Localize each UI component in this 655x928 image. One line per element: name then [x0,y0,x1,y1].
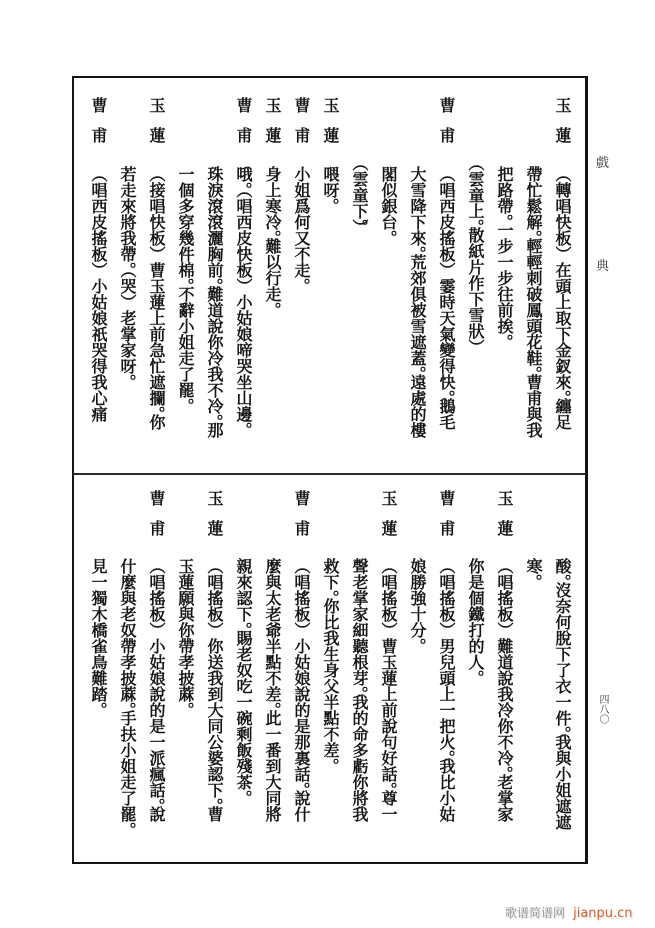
script-column [548,77,577,473]
dialogue-text: 閣似銀台。 [379,166,398,238]
watermark-domain: jianpu.cn [573,906,633,921]
punctuation-circle: 。 [379,782,398,790]
punctuation-circle: 。 [495,214,514,222]
speaker-name: 曹甫 [234,97,253,157]
dialogue-text: 聲老掌家細聽根芽。我的命多虧你將我 [350,558,369,822]
punctuation-circle: 。 [408,638,427,646]
punctuation-circle: 。 [466,670,485,678]
script-column [490,77,519,473]
speaker-name: 玉蓮 [263,97,282,157]
script-column [142,77,171,473]
punctuation-circle: 。 [524,366,543,374]
dialogue-text: （唱搖板）難道說我冷你不冷。老掌家 [495,558,514,822]
dialogue-text: （唱西皮搖板）霎時天氣變得快。鵝毛 [437,166,456,430]
script-column [461,77,490,473]
frame-bottom-rule [72,862,588,864]
punctuation-circle: 。 [437,390,456,398]
script-column [403,474,432,862]
speaker-name: 玉蓮 [495,490,514,550]
script-column [519,77,548,473]
script-column [519,474,548,862]
dialogue-text: （唱搖板）曹玉蓮上前說句好話。尊一 [379,558,398,822]
running-head-title-char: 戲 [596,156,610,171]
dialogue-text: 酸。沒奈何脫下了衣一件。我與小姐遮遮 [553,558,572,830]
dialogue-text: （唱搖板）小姑娘說的是一派瘋話。說 [147,558,166,822]
script-column [461,474,490,862]
dialogue-text: （接唱快板）曹玉蓮上前急忙遮攔。你 [147,166,166,430]
script-column [287,77,316,473]
punctuation-circle: 。 [234,422,253,430]
speaker-name: 曹甫 [292,490,311,550]
script-column [374,77,403,473]
punctuation-circle: 。 [408,366,427,374]
punctuation-circle: 。 [234,182,253,190]
punctuation-circle: 。 [524,230,543,238]
stage-direction: （雲童上。散紙片作下雪狀） [466,155,485,355]
speaker-name: 玉蓮 [147,97,166,157]
punctuation-circle: 。 [147,798,166,806]
dialogue-text: 帶忙鬆解。輕輕刺破鳳頭花鞋。曹甫與我 [524,166,543,438]
lower-section [84,474,577,862]
speaker-name: 玉蓮 [205,490,224,550]
dialogue-text: 大雪降下來。荒郊俱被雪遮蓋。遠處的樓 [408,166,427,438]
script-column [113,474,142,862]
punctuation-circle: 。 [524,574,543,582]
script-column [490,474,519,862]
speaker-name: 玉蓮 [379,490,398,550]
script-column [548,474,577,862]
script-column [200,77,229,473]
punctuation-circle: 。 [437,750,456,758]
script-column [403,77,432,473]
speaker-name: 玉蓮 [321,97,340,157]
watermark-site-name: 歌谱简谱网 [505,906,566,920]
punctuation-circle: 。 [234,622,253,630]
punctuation-circle: 。 [466,219,485,227]
dialogue-text: 小姐爲何又不走。 [292,166,311,286]
page-number: 四八〇 [597,694,608,724]
script-column [229,77,258,473]
punctuation-circle: 。 [350,686,369,694]
script-column [316,474,345,862]
frame-left-rule [72,76,74,864]
punctuation-circle: 。 [176,398,195,406]
dialogue-text: 你是個鐵打的人。 [466,558,485,678]
speaker-name: 曹甫 [147,490,166,550]
script-column [171,77,200,473]
punctuation-circle: 。 [147,406,166,414]
script-column [345,77,374,473]
script-column [84,474,113,862]
dialogue-text: 一個多穿幾件棉。不辭小姐走了罷。 [176,166,195,406]
punctuation-circle: 。 [321,590,340,598]
punctuation-circle: 。 [553,726,572,734]
punctuation-circle: 。 [321,198,340,206]
dialogue-text: 身上寒冷。難以行走。 [263,166,282,310]
punctuation-circle: 。 [263,702,282,710]
script-column [258,474,287,862]
script-column [258,77,287,473]
script-column [171,474,200,862]
punctuation-circle: 。 [379,230,398,238]
punctuation-circle: 。 [495,334,514,342]
dialogue-text: （唱搖板）男兒頭上一把火。我比小姑 [437,558,456,822]
dialogue-text: 玉蓮願與你帶孝披蔴。 [176,558,195,710]
speaker-name: 曹甫 [89,97,108,157]
script-column [345,474,374,862]
punctuation-circle: 。 [205,798,224,806]
punctuation-circle: 。 [553,390,572,398]
punctuation-circle: 。 [205,414,224,422]
frame-right-rule [585,76,588,864]
script-column [84,77,113,473]
punctuation-circle: 。 [89,702,108,710]
script-column [374,474,403,862]
punctuation-circle: 。 [118,262,137,270]
dialogue-text: 哦。（唱西皮快板）小姑娘啼哭坐山邊。 [234,166,253,430]
punctuation-circle: 。 [321,758,340,766]
punctuation-circle: 。 [118,702,137,710]
running-head-title-char: 典 [596,259,610,274]
speaker-name: 曹甫 [292,97,311,157]
script-column [432,474,461,862]
dialogue-text: （唱搖板）小姑娘說的是那裏話。說什 [292,558,311,822]
script-column [200,474,229,862]
punctuation-circle: 。 [263,230,282,238]
script-column [287,474,316,862]
punctuation-circle: 。 [495,766,514,774]
dialogue-text: 娘勝強十分。 [408,558,427,646]
dialogue-text: （轉唱快板）在頭上取下金釵來。纏足 [553,166,572,430]
punctuation-circle: 。 [292,782,311,790]
dialogue-text: 什麼與老奴帶孝披蔴。手扶小姐走了罷。 [118,558,137,830]
speaker-name: 曹甫 [437,97,456,157]
punctuation-circle: 。 [292,278,311,286]
upper-section [84,77,577,473]
dialogue-text: 見一獨木橋雀鳥難踏。 [89,558,108,710]
dialogue-text: 寒。 [524,558,543,582]
watermark [505,902,633,921]
punctuation-circle: 。 [234,790,253,798]
punctuation-circle: 。 [553,574,572,582]
stage-direction: （雲童下） [350,155,369,235]
dialogue-text: （唱搖板）你送我到大同公婆認下。曹 [205,558,224,822]
speaker-name: 曹甫 [437,490,456,550]
speaker-name: 玉蓮 [553,97,572,157]
script-column [432,77,461,473]
punctuation-circle: 。 [118,822,137,830]
script-column [113,77,142,473]
script-column [142,474,171,862]
dialogue-text: （唱西皮搖板）小姑娘祇哭得我心痛 [89,166,108,422]
script-column [229,474,258,862]
dialogue-text: 救下。你比我生身父半點不差。 [321,558,340,766]
punctuation-circle: 。 [118,374,137,382]
punctuation-circle: 。 [176,278,195,286]
dialogue-text: 親來認下。賜老奴吃一碗剩飯殘茶。 [234,558,253,798]
punctuation-circle: 。 [176,702,195,710]
punctuation-circle: 。 [408,246,427,254]
dialogue-text: 若走來將我帶。（哭）老掌家呀。 [118,166,137,382]
punctuation-circle: 。 [263,302,282,310]
dialogue-text: 麼與太老爺半點不差。此一番到大同將 [263,558,282,822]
punctuation-circle: 。 [205,278,224,286]
dialogue-text: 把路帶。一步一步往前挨。 [495,166,514,342]
dialogue-text: 珠淚滾滾灑胸前。難道說你冷我不冷。那 [205,166,224,438]
script-column [316,77,345,473]
dialogue-text: 喂呀。 [321,166,340,206]
